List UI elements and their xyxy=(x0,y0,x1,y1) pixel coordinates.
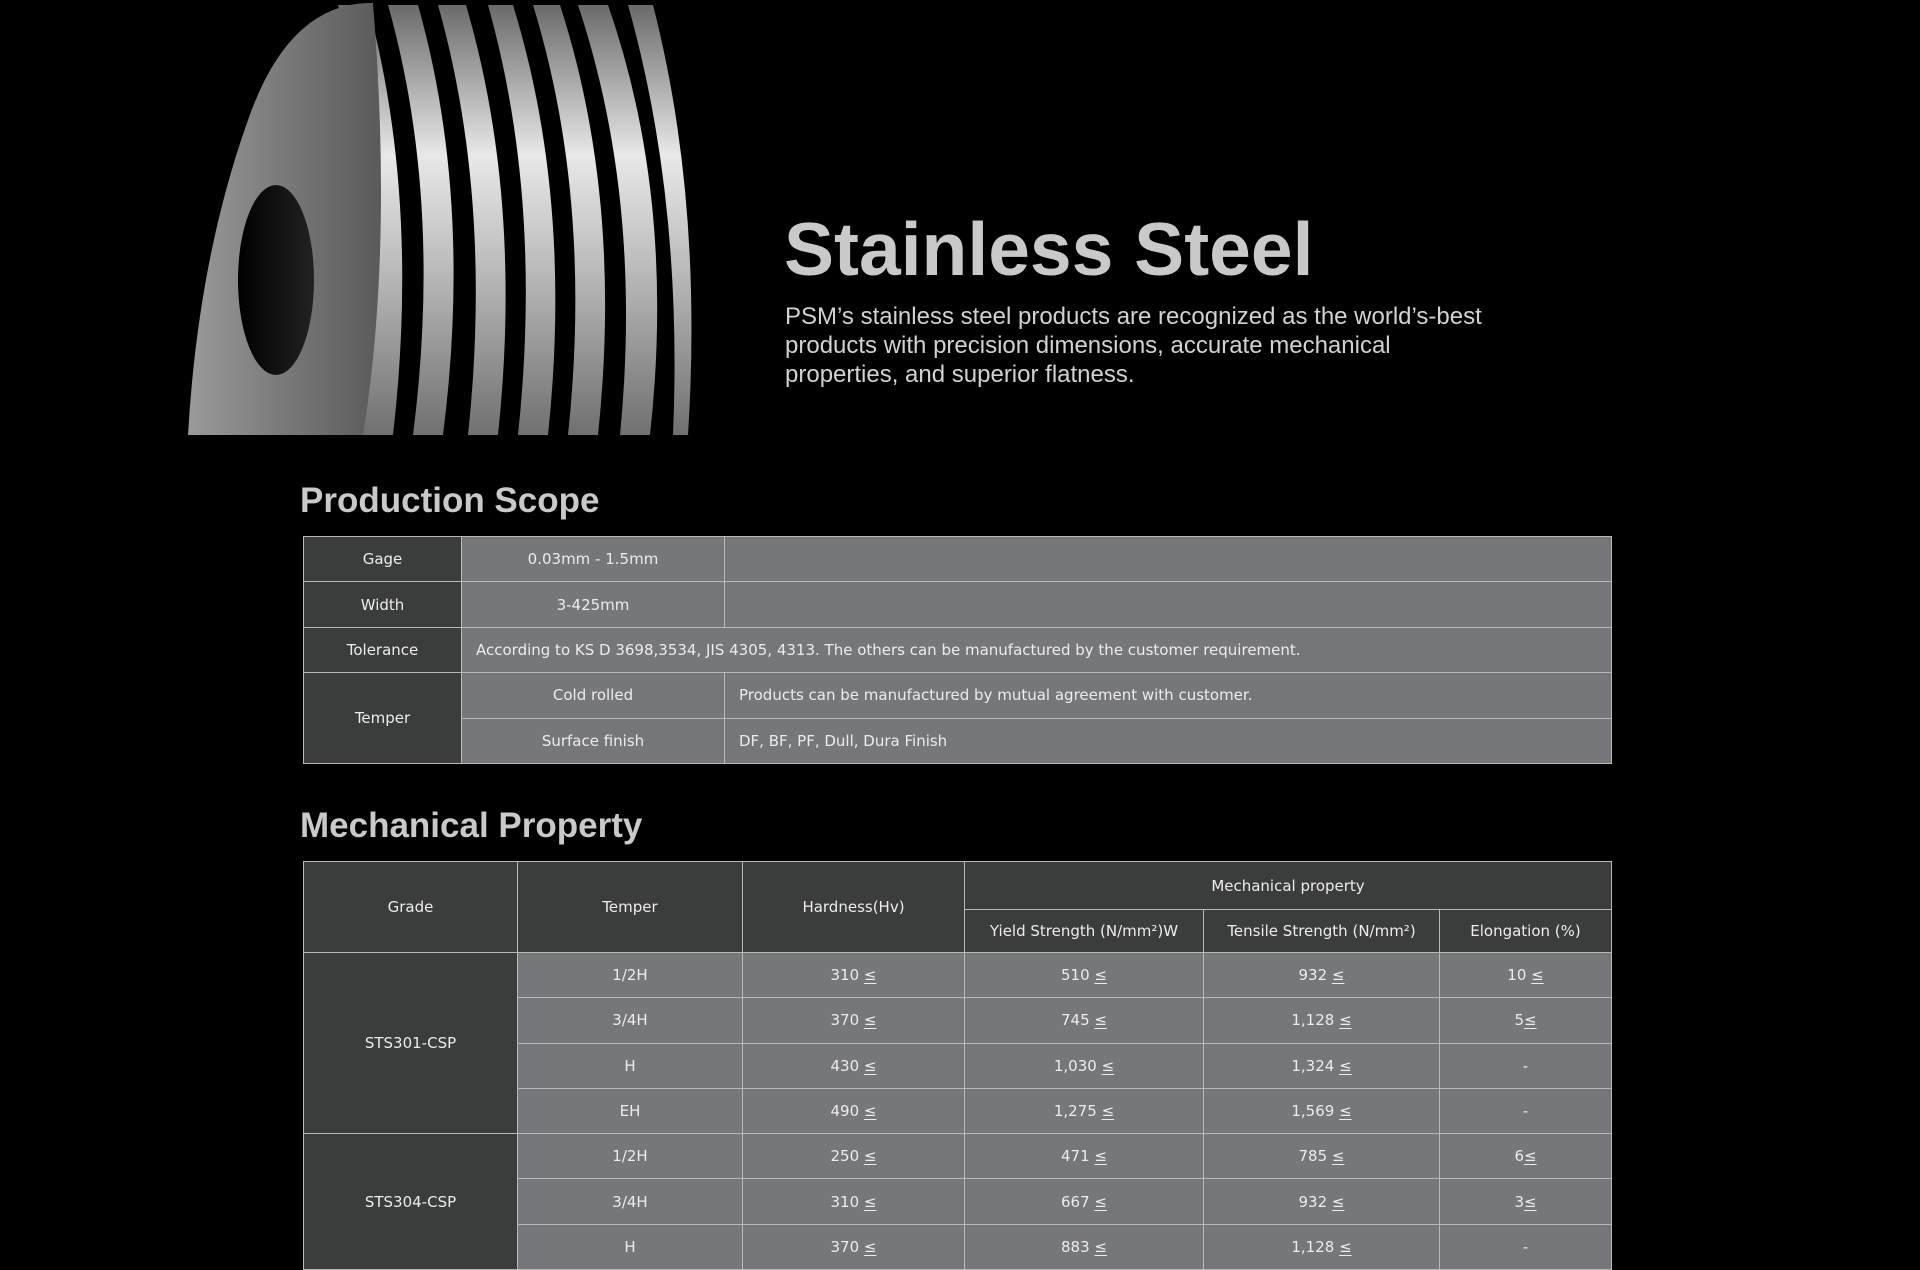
less-equal-symbol: ≤ xyxy=(863,1011,877,1030)
hardness-value: 430 xyxy=(830,1056,864,1075)
less-equal-symbol: ≤ xyxy=(863,1056,877,1075)
table-row xyxy=(304,1134,1612,1179)
hardness-cell xyxy=(743,1224,965,1269)
gage-value: 0.03mm - 1.5mm xyxy=(462,537,725,582)
col-tensile-strength: Tensile Strength (N/mm²) xyxy=(1204,910,1440,953)
less-equal-symbol: ≤ xyxy=(1524,1192,1537,1211)
hardness-cell xyxy=(743,1088,965,1133)
hardness-cell xyxy=(743,1043,965,1088)
scope-row-temper-surface-finish xyxy=(304,718,1612,763)
col-temper: Temper xyxy=(518,862,743,953)
yield-value: 510 xyxy=(1061,966,1095,985)
yield-value: 1,030 xyxy=(1053,1056,1102,1075)
yield-cell xyxy=(965,1088,1204,1133)
elongation-value: - xyxy=(1522,1237,1529,1256)
hardness-cell xyxy=(743,953,965,998)
less-equal-symbol: ≤ xyxy=(1331,966,1345,985)
elongation-cell xyxy=(1440,1043,1612,1088)
yield-cell xyxy=(965,1179,1204,1224)
less-equal-symbol: ≤ xyxy=(1094,966,1107,985)
elongation-cell xyxy=(1440,1179,1612,1224)
temper-cell xyxy=(518,1224,743,1269)
hardness-cell xyxy=(743,1179,965,1224)
temper-cell xyxy=(518,1043,743,1088)
less-equal-symbol: ≤ xyxy=(1094,1192,1107,1211)
tensile-cell xyxy=(1204,998,1440,1043)
tensile-cell xyxy=(1204,1134,1440,1179)
yield-value: 745 xyxy=(1061,1011,1095,1030)
less-equal-symbol: ≤ xyxy=(1094,1147,1107,1166)
less-equal-symbol: ≤ xyxy=(1339,1237,1352,1256)
less-equal-symbol: ≤ xyxy=(1331,1192,1345,1211)
scope-row-width xyxy=(304,582,1612,627)
temper-cell xyxy=(518,1088,743,1133)
less-equal-symbol: ≤ xyxy=(1101,1102,1115,1121)
tensile-cell xyxy=(1204,953,1440,998)
gage-note xyxy=(725,537,1612,582)
temper-value: 1/2H xyxy=(612,1147,648,1166)
less-equal-symbol: ≤ xyxy=(1094,1011,1107,1030)
elongation-value: 6 xyxy=(1514,1147,1524,1166)
hardness-value: 490 xyxy=(830,1102,864,1121)
hardness-value: 310 xyxy=(830,1192,864,1211)
elongation-value: - xyxy=(1522,1056,1529,1075)
scope-row-tolerance xyxy=(304,627,1612,672)
tensile-cell xyxy=(1204,1088,1440,1133)
hardness-cell xyxy=(743,1134,965,1179)
production-scope-heading: Production Scope xyxy=(300,481,600,520)
grade-cell: STS304-CSP xyxy=(304,1134,518,1270)
tensile-value: 1,324 xyxy=(1291,1056,1340,1075)
elongation-value: 3 xyxy=(1514,1192,1524,1211)
tolerance-value: According to KS D 3698,3534, JIS 4305, 4313. The others can be manufactured by the customer requirement. xyxy=(462,627,1612,672)
tensile-value: 1,569 xyxy=(1291,1102,1340,1121)
production-scope-table xyxy=(303,536,1612,764)
elongation-cell xyxy=(1440,1088,1612,1133)
temper-cell xyxy=(518,953,743,998)
less-equal-symbol: ≤ xyxy=(1524,1011,1537,1030)
elongation-cell xyxy=(1440,1134,1612,1179)
elongation-cell xyxy=(1440,1224,1612,1269)
elongation-value: - xyxy=(1522,1102,1529,1121)
col-elongation: Elongation (%) xyxy=(1440,910,1612,953)
hardness-value: 310 xyxy=(830,966,864,985)
table-row xyxy=(304,953,1612,998)
col-hardness: Hardness(Hv) xyxy=(743,862,965,953)
hardness-value: 250 xyxy=(830,1147,864,1166)
tensile-value: 785 xyxy=(1298,1147,1332,1166)
temper-value: 3/4H xyxy=(612,1192,648,1211)
less-equal-symbol: ≤ xyxy=(863,1147,877,1166)
tensile-value: 932 xyxy=(1298,1192,1332,1211)
yield-value: 667 xyxy=(1061,1192,1095,1211)
tensile-value: 932 xyxy=(1298,966,1332,985)
header-row xyxy=(304,862,1612,910)
col-grade: Grade xyxy=(304,862,518,953)
yield-cell xyxy=(965,998,1204,1043)
temper-value: H xyxy=(624,1056,636,1075)
hardness-cell xyxy=(743,998,965,1043)
width-value: 3-425mm xyxy=(462,582,725,627)
cold-rolled-label: Cold rolled xyxy=(462,673,725,718)
temper-value: H xyxy=(624,1237,636,1256)
col-group-mechanical-property: Mechanical property xyxy=(965,862,1612,910)
yield-value: 471 xyxy=(1061,1147,1095,1166)
elongation-value: 5 xyxy=(1514,1011,1524,1030)
page-title: Stainless Steel xyxy=(784,207,1314,291)
less-equal-symbol: ≤ xyxy=(863,1237,877,1256)
tensile-cell xyxy=(1204,1043,1440,1088)
yield-cell xyxy=(965,1043,1204,1088)
temper-cell xyxy=(518,1179,743,1224)
grade-cell: STS301-CSP xyxy=(304,953,518,1134)
less-equal-symbol: ≤ xyxy=(1101,1056,1115,1075)
coil-product-image xyxy=(188,0,693,435)
temper-value: 3/4H xyxy=(612,1011,648,1030)
temper-cell xyxy=(518,998,743,1043)
hardness-value: 370 xyxy=(830,1237,864,1256)
temper-cell xyxy=(518,1134,743,1179)
less-equal-symbol: ≤ xyxy=(1094,1237,1107,1256)
yield-value: 883 xyxy=(1061,1237,1095,1256)
cold-rolled-value: Products can be manufactured by mutual agreement with customer. xyxy=(725,673,1612,718)
yield-value: 1,275 xyxy=(1053,1102,1102,1121)
temper-label: Temper xyxy=(304,673,462,764)
hardness-value: 370 xyxy=(830,1011,864,1030)
less-equal-symbol: ≤ xyxy=(1339,1056,1352,1075)
tensile-cell xyxy=(1204,1179,1440,1224)
tolerance-label: Tolerance xyxy=(304,627,462,672)
yield-cell xyxy=(965,953,1204,998)
less-equal-symbol: ≤ xyxy=(863,966,877,985)
mechanical-property-table xyxy=(303,861,1612,1270)
width-label: Width xyxy=(304,582,462,627)
tensile-cell xyxy=(1204,1224,1440,1269)
less-equal-symbol: ≤ xyxy=(1339,1102,1352,1121)
yield-cell xyxy=(965,1134,1204,1179)
less-equal-symbol: ≤ xyxy=(1339,1011,1352,1030)
less-equal-symbol: ≤ xyxy=(1524,1147,1537,1166)
product-description: PSM’s stainless steel products are recognized as the world’s-best products with precision dimensions, accurate mechanical properties, and superior flatness. xyxy=(785,303,1482,388)
col-yield-strength: Yield Strength (N/mm²)W xyxy=(965,910,1204,953)
tensile-value: 1,128 xyxy=(1291,1011,1340,1030)
less-equal-symbol: ≤ xyxy=(863,1192,877,1211)
elongation-value: 10 xyxy=(1507,966,1532,985)
less-equal-symbol: ≤ xyxy=(863,1102,877,1121)
less-equal-symbol: ≤ xyxy=(1331,1147,1345,1166)
yield-cell xyxy=(965,1224,1204,1269)
elongation-cell xyxy=(1440,998,1612,1043)
elongation-cell xyxy=(1440,953,1612,998)
scope-row-temper-cold-rolled xyxy=(304,673,1612,718)
mechanical-property-rows xyxy=(304,953,1612,1270)
less-equal-symbol: ≤ xyxy=(1531,966,1544,985)
surface-finish-label: Surface finish xyxy=(462,718,725,763)
gage-label: Gage xyxy=(304,537,462,582)
temper-value: EH xyxy=(619,1102,641,1121)
mechanical-property-heading: Mechanical Property xyxy=(300,806,643,845)
width-note xyxy=(725,582,1612,627)
temper-value: 1/2H xyxy=(612,966,648,985)
surface-finish-value: DF, BF, PF, Dull, Dura Finish xyxy=(725,718,1612,763)
scope-row-gage xyxy=(304,537,1612,582)
tensile-value: 1,128 xyxy=(1291,1237,1340,1256)
